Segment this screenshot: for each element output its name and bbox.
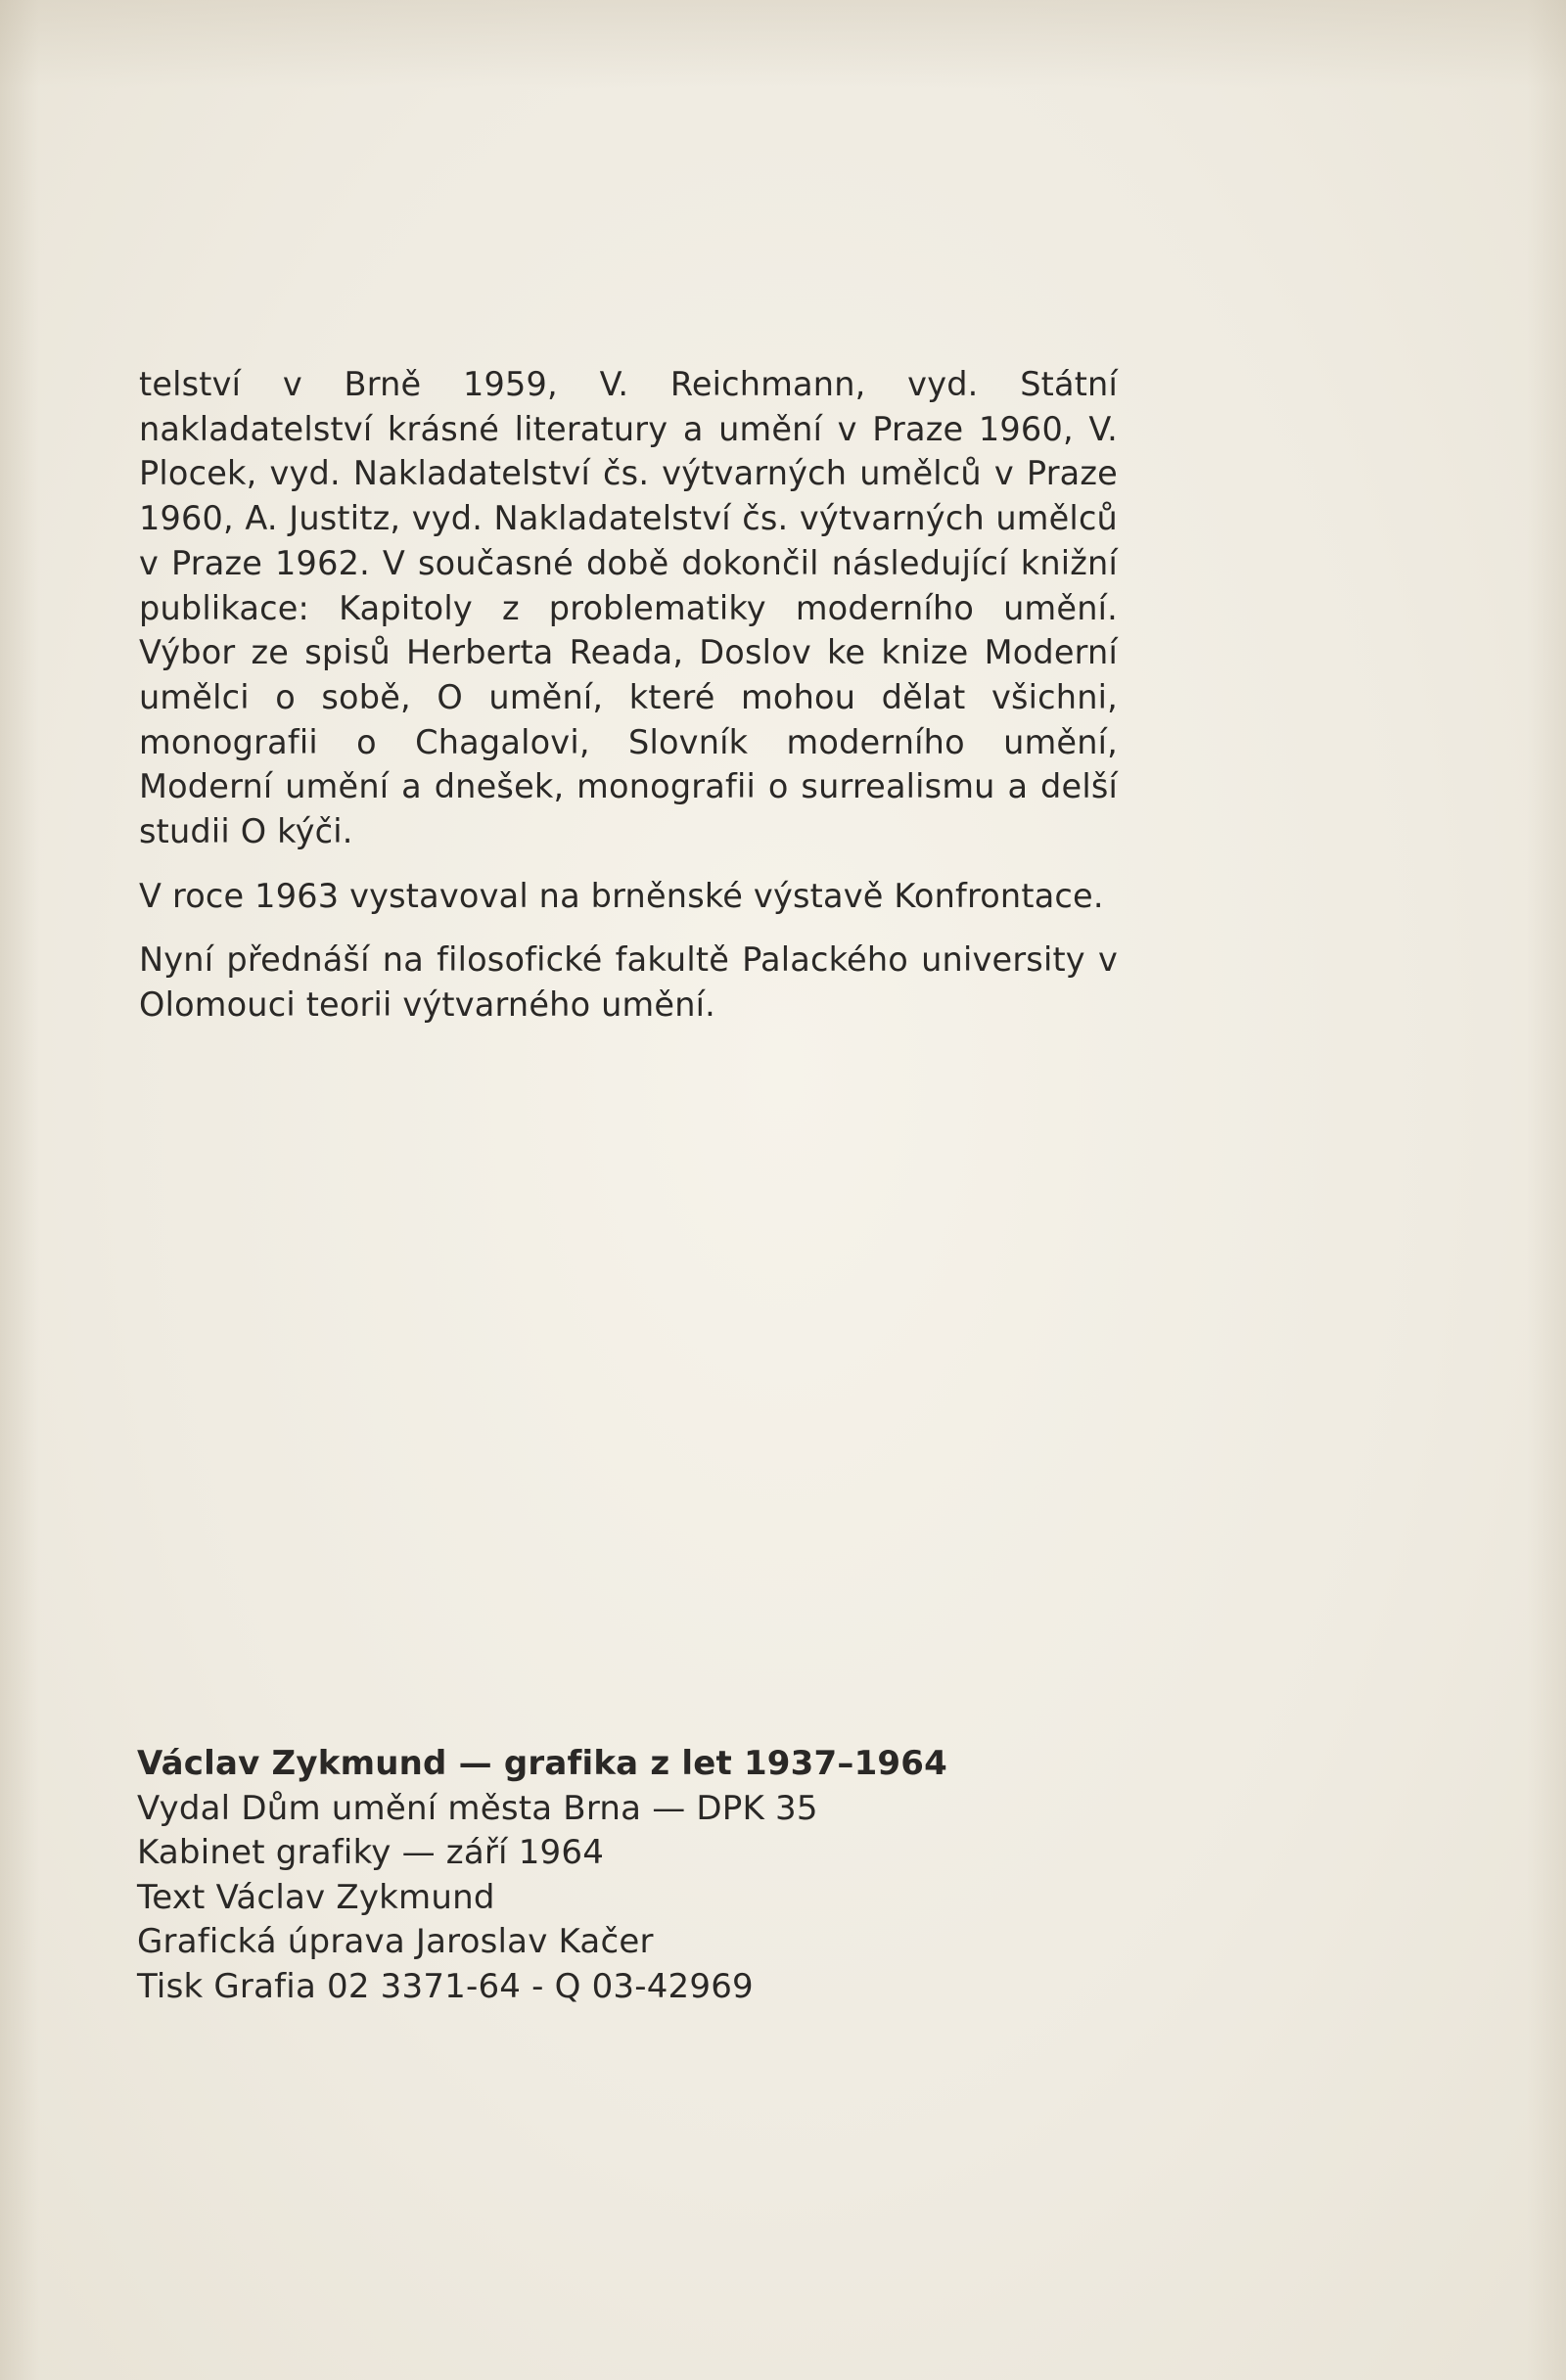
colophon-title: Václav Zykmund — grafika z let 1937–1964 xyxy=(137,1744,948,1783)
page-shadow-top xyxy=(0,0,1566,88)
page-shadow-left xyxy=(0,0,39,2380)
colophon-cabinet: Kabinet grafiky — září 1964 xyxy=(137,1833,605,1872)
colophon-print: Tisk Grafia 02 3371-64 - Q 03-42969 xyxy=(137,1966,754,2006)
biography-paragraph-teaching: Nyní přednáší na filosofické fakultě Palackého university v Olomouci teorii výtvarného umění. xyxy=(139,940,1118,1025)
biography-paragraph-exhibition: V roce 1963 vystavoval na brněnské výstavě Konfrontace. xyxy=(139,876,1104,915)
biography-text xyxy=(139,362,1118,1028)
colophon-text-author: Text Václav Zykmund xyxy=(137,1877,495,1917)
biography-paragraph-publications: telství v Brně 1959, V. Reichmann, vyd. Státní nakladatelství krásné literatury a umění v Praze 1960, V. Plocek, vyd. Nakladatelství čs. výtvarných umělců v Praze 1960, A. Justitz, vyd. Nakladatelství čs. výtvarných umělců v Praze 1962. V současné době dokončil následující knižní publikace: Kapitoly z problematiky moderního umění. Výbor ze spisů Herberta Reada, Doslov ke knize Moderní umělci o sobě, O umění, které mohou dělat všichni, monografii o Chagalovi, Slovník moderního umění, Moderní umění a dnešek, monografii o surrealismu a delší studii O kýči. xyxy=(139,365,1118,851)
page-shadow-right xyxy=(1527,0,1566,2380)
colophon-publisher: Vydal Dům umění města Brna — DPK 35 xyxy=(137,1788,818,1828)
colophon xyxy=(137,1742,1116,2009)
colophon-design: Grafická úprava Jaroslav Kačer xyxy=(137,1922,654,1961)
